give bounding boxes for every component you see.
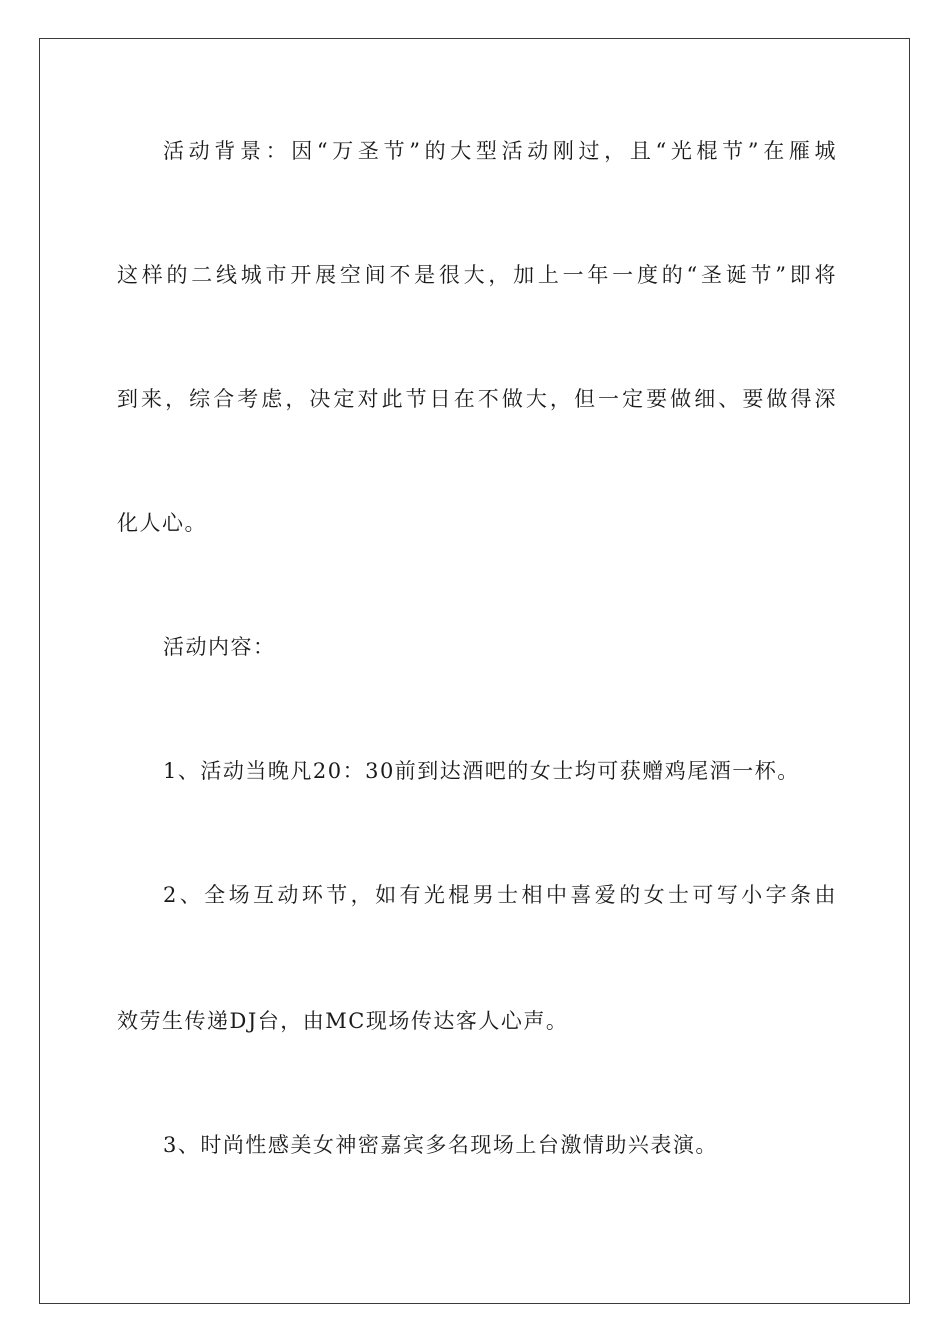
content-heading: 活动内容： — [163, 635, 276, 659]
background-paragraph-line-1: 活动背景：因“万圣节”的大型活动刚过，且“光棍节”在雁城 — [163, 139, 837, 163]
content-item-2-line-1: 2、全场互动环节，如有光棍男士相中喜爱的女士可写小字条由 — [163, 883, 837, 907]
page-border — [39, 38, 910, 1304]
background-paragraph-line-4: 化人心。 — [117, 511, 207, 535]
background-paragraph-line-3: 到来，综合考虑，决定对此节日在不做大，但一定要做细、要做得深 — [117, 387, 837, 411]
content-item-3: 3、时尚性感美女神密嘉宾多名现场上台激情助兴表演。 — [163, 1133, 718, 1157]
content-item-2-line-2: 效劳生传递DJ台，由MC现场传达客人心声。 — [117, 1009, 569, 1033]
content-item-1: 1、活动当晚凡20：30前到达酒吧的女士均可获赠鸡尾酒一杯。 — [163, 759, 800, 783]
background-paragraph-line-2: 这样的二线城市开展空间不是很大，加上一年一度的“圣诞节”即将 — [117, 263, 837, 287]
